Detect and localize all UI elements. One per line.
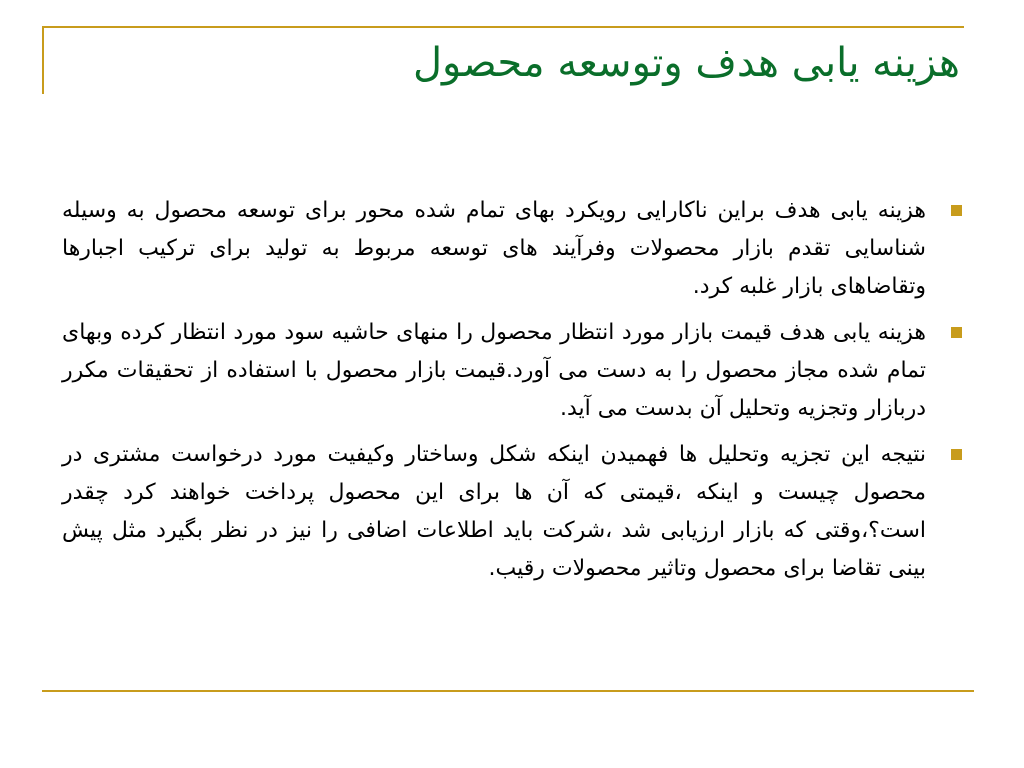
- bullet-text-1: هزینه یابی هدف براین ناکارایی رویکرد بهای تمام شده محور برای توسعه محصول به وسیله شناسایی تقدم بازار محصولات وفرآیند های توسعه مربوط به تولید برای ترکیب اجبارها وتقاضاهای بازار غلبه کرد.: [62, 198, 926, 299]
- square-bullet-icon: [951, 327, 962, 338]
- bullet-item-3: [62, 436, 964, 588]
- left-border-tick: [42, 26, 44, 94]
- square-bullet-icon: [951, 205, 962, 216]
- slide-title: هزینه یابی هدف وتوسعه محصول: [412, 40, 960, 86]
- square-bullet-icon: [951, 449, 962, 460]
- bullet-text-2: هزینه یابی هدف قیمت بازار مورد انتظار محصول را منهای حاشیه سود مورد انتظار کرده وبهای تمام شده مجاز محصول را به دست می آورد.قیمت بازار محصول با استفاده از تحقیقات مکرر دربازار وتجزیه وتحلیل آن بدست می آید.: [62, 320, 926, 421]
- bullet-text-3: نتیجه این تجزیه وتحلیل ها فهمیدن اینکه شکل وساختار وکیفیت مورد درخواست مشتری در محصول چیست و اینکه ،قیمتی که آن ها برای این محصول پرداخت خواهند کرد چقدر است؟،وقتی که بازار ارزیابی شد ،شرکت باید اطلاعات اضافی را نیز در نظر بگیرد مثل پیش بینی تقاضا برای محصول وتاثیر محصولات رقیب.: [62, 442, 926, 581]
- top-border-line: [42, 26, 964, 28]
- bottom-border-line: [42, 690, 974, 692]
- bullet-list: [62, 192, 964, 596]
- bullet-item-1: [62, 192, 964, 306]
- bullet-item-2: [62, 314, 964, 428]
